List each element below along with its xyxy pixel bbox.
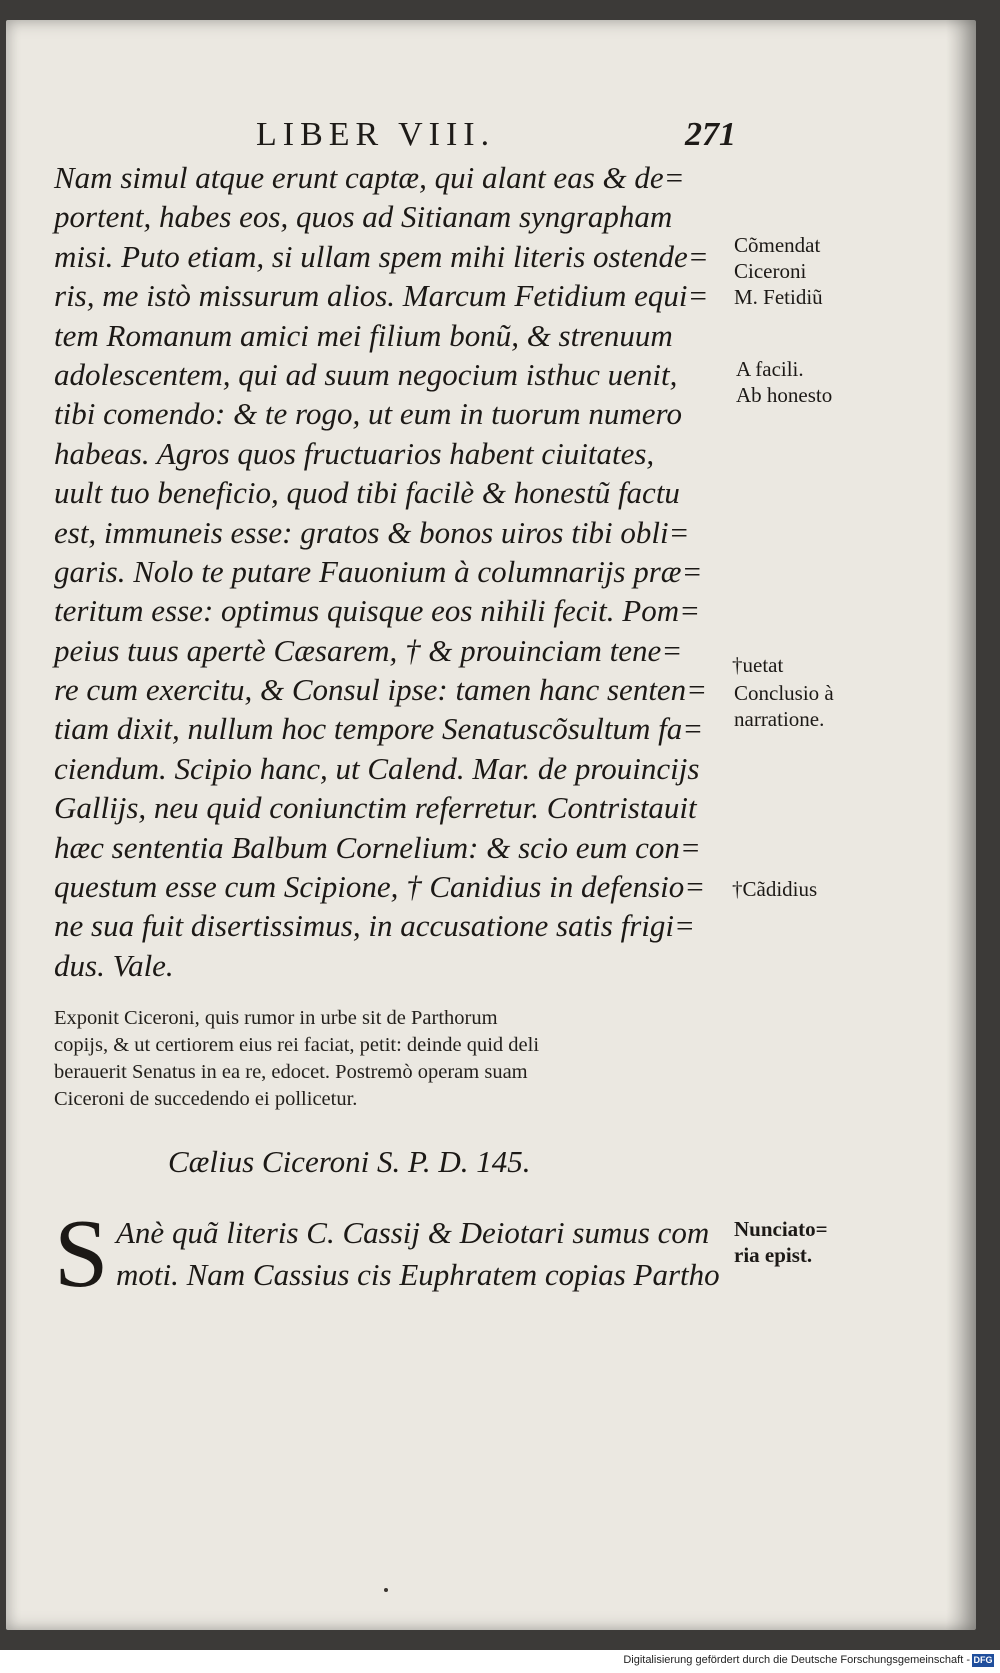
margin-note-line: Nunciato= <box>734 1217 828 1241</box>
letter-summary <box>54 1005 734 1113</box>
text-line: tiam dixit, nullum hoc tempore Senatuscõsultum fa= <box>54 711 704 747</box>
summary-line: Ciceroni de succedendo ei pollicetur. <box>54 1088 358 1110</box>
margin-note-line: Ciceroni <box>734 259 807 283</box>
text-line: garis. Nolo te putare Fauonium à columnarijs præ= <box>54 553 703 589</box>
text-line: habeas. Agros quos fructuarios habent ciuitates, <box>54 435 655 471</box>
text-line: Nam simul atque erunt captæ, qui alant eas & de= <box>54 160 685 195</box>
letter-line: Anè quã literis C. Cassij & Deiotari sumus com <box>116 1215 710 1250</box>
letter-lines <box>116 1212 746 1296</box>
text-line: est, immuneis esse: gratos & bonos uiros tibi obli= <box>54 514 690 550</box>
dfg-logo: DFG <box>973 1655 993 1665</box>
text-line: questum esse cum Scipione, † Canidius in defensio= <box>54 869 706 905</box>
funding-credit: Digitalisierung gefördert durch die Deutsche Forschungsgemeinschaft - <box>623 1654 970 1666</box>
margin-note-line: ria epist. <box>734 1243 813 1267</box>
text-line: re cum exercitu, & Consul ipse: tamen hanc senten= <box>54 672 708 708</box>
text-line: hæc sententia Balbum Cornelium: & scio eum con= <box>54 829 701 865</box>
text-line: misi. Puto etiam, si ullam spem mihi literis ostende= <box>54 238 709 274</box>
page-number: 271 <box>685 116 736 153</box>
margin-note-candidius <box>732 876 817 902</box>
running-title: LIBER VIII. <box>256 116 496 153</box>
letter-line: moti. Nam Cassius cis Euphratem copias Partho <box>116 1257 720 1292</box>
text-line: ne sua fuit disertissimus, in accusatione satis frigi= <box>54 908 695 944</box>
margin-note-nunciatoria <box>734 1216 828 1268</box>
ink-speck <box>384 1588 388 1592</box>
letter-salutation: Cælius Ciceroni S. P. D. 145. <box>168 1144 531 1179</box>
margin-note-line: †uetat <box>732 653 784 677</box>
text-line: teritum esse: optimus quisque eos nihili fecit. Pom= <box>54 593 701 629</box>
page-edge-shadow <box>946 20 976 1630</box>
margin-note-facili <box>736 356 832 408</box>
margin-note-line: narratione. <box>734 707 825 731</box>
footer-bar <box>0 1650 1000 1673</box>
running-head <box>256 116 736 156</box>
letter-opening <box>54 1200 744 1308</box>
margin-note-line: A facili. <box>736 357 804 381</box>
text-line: tem Romanum amici mei filium bonũ, & strenuum <box>54 317 673 353</box>
summary-line: copijs, & ut certiorem eius rei faciat, petit: deinde quid deli <box>54 1034 540 1056</box>
margin-note-conclusio <box>734 680 834 732</box>
margin-note-line: M. Fetidiũ <box>734 285 823 309</box>
text-line: Gallijs, neu quid coniunctim referretur. Contristauit <box>54 790 697 826</box>
text-line: peius tuus apertè Cæsarem, † & prouinciam tene= <box>54 632 683 668</box>
text-line: ris, me istò missurum alios. Marcum Fetidium equi= <box>54 278 709 314</box>
text-line: adolescentem, qui ad suum negocium isthuc uenit, <box>54 356 678 392</box>
margin-note-uetat <box>732 652 783 678</box>
summary-line: Exponit Ciceroni, quis rumor in urbe sit de Parthorum <box>54 1007 498 1029</box>
text-line: tibi comendo: & te rogo, ut eum in tuorum numero <box>54 396 682 432</box>
text-line: dus. Vale. <box>54 947 174 983</box>
summary-line: berauerit Senatus in ea re, edocet. Postremò operam suam <box>54 1061 528 1083</box>
drop-cap: S <box>54 1200 109 1308</box>
margin-note-line: †Cãdidius <box>732 877 818 901</box>
margin-note-line: Cõmendat <box>734 233 821 257</box>
margin-note-line: Conclusio à <box>734 681 834 705</box>
main-text-block <box>54 158 734 985</box>
book-page <box>6 20 976 1630</box>
text-line: ciendum. Scipio hanc, ut Calend. Mar. de prouincijs <box>54 750 700 786</box>
margin-note-line: Ab honesto <box>736 383 833 407</box>
text-line: uult tuo beneficio, quod tibi facilè & honestũ factu <box>54 475 680 511</box>
margin-note-commendat <box>734 232 823 310</box>
text-line: portent, habes eos, quos ad Sitianam syngrapham <box>54 199 673 235</box>
